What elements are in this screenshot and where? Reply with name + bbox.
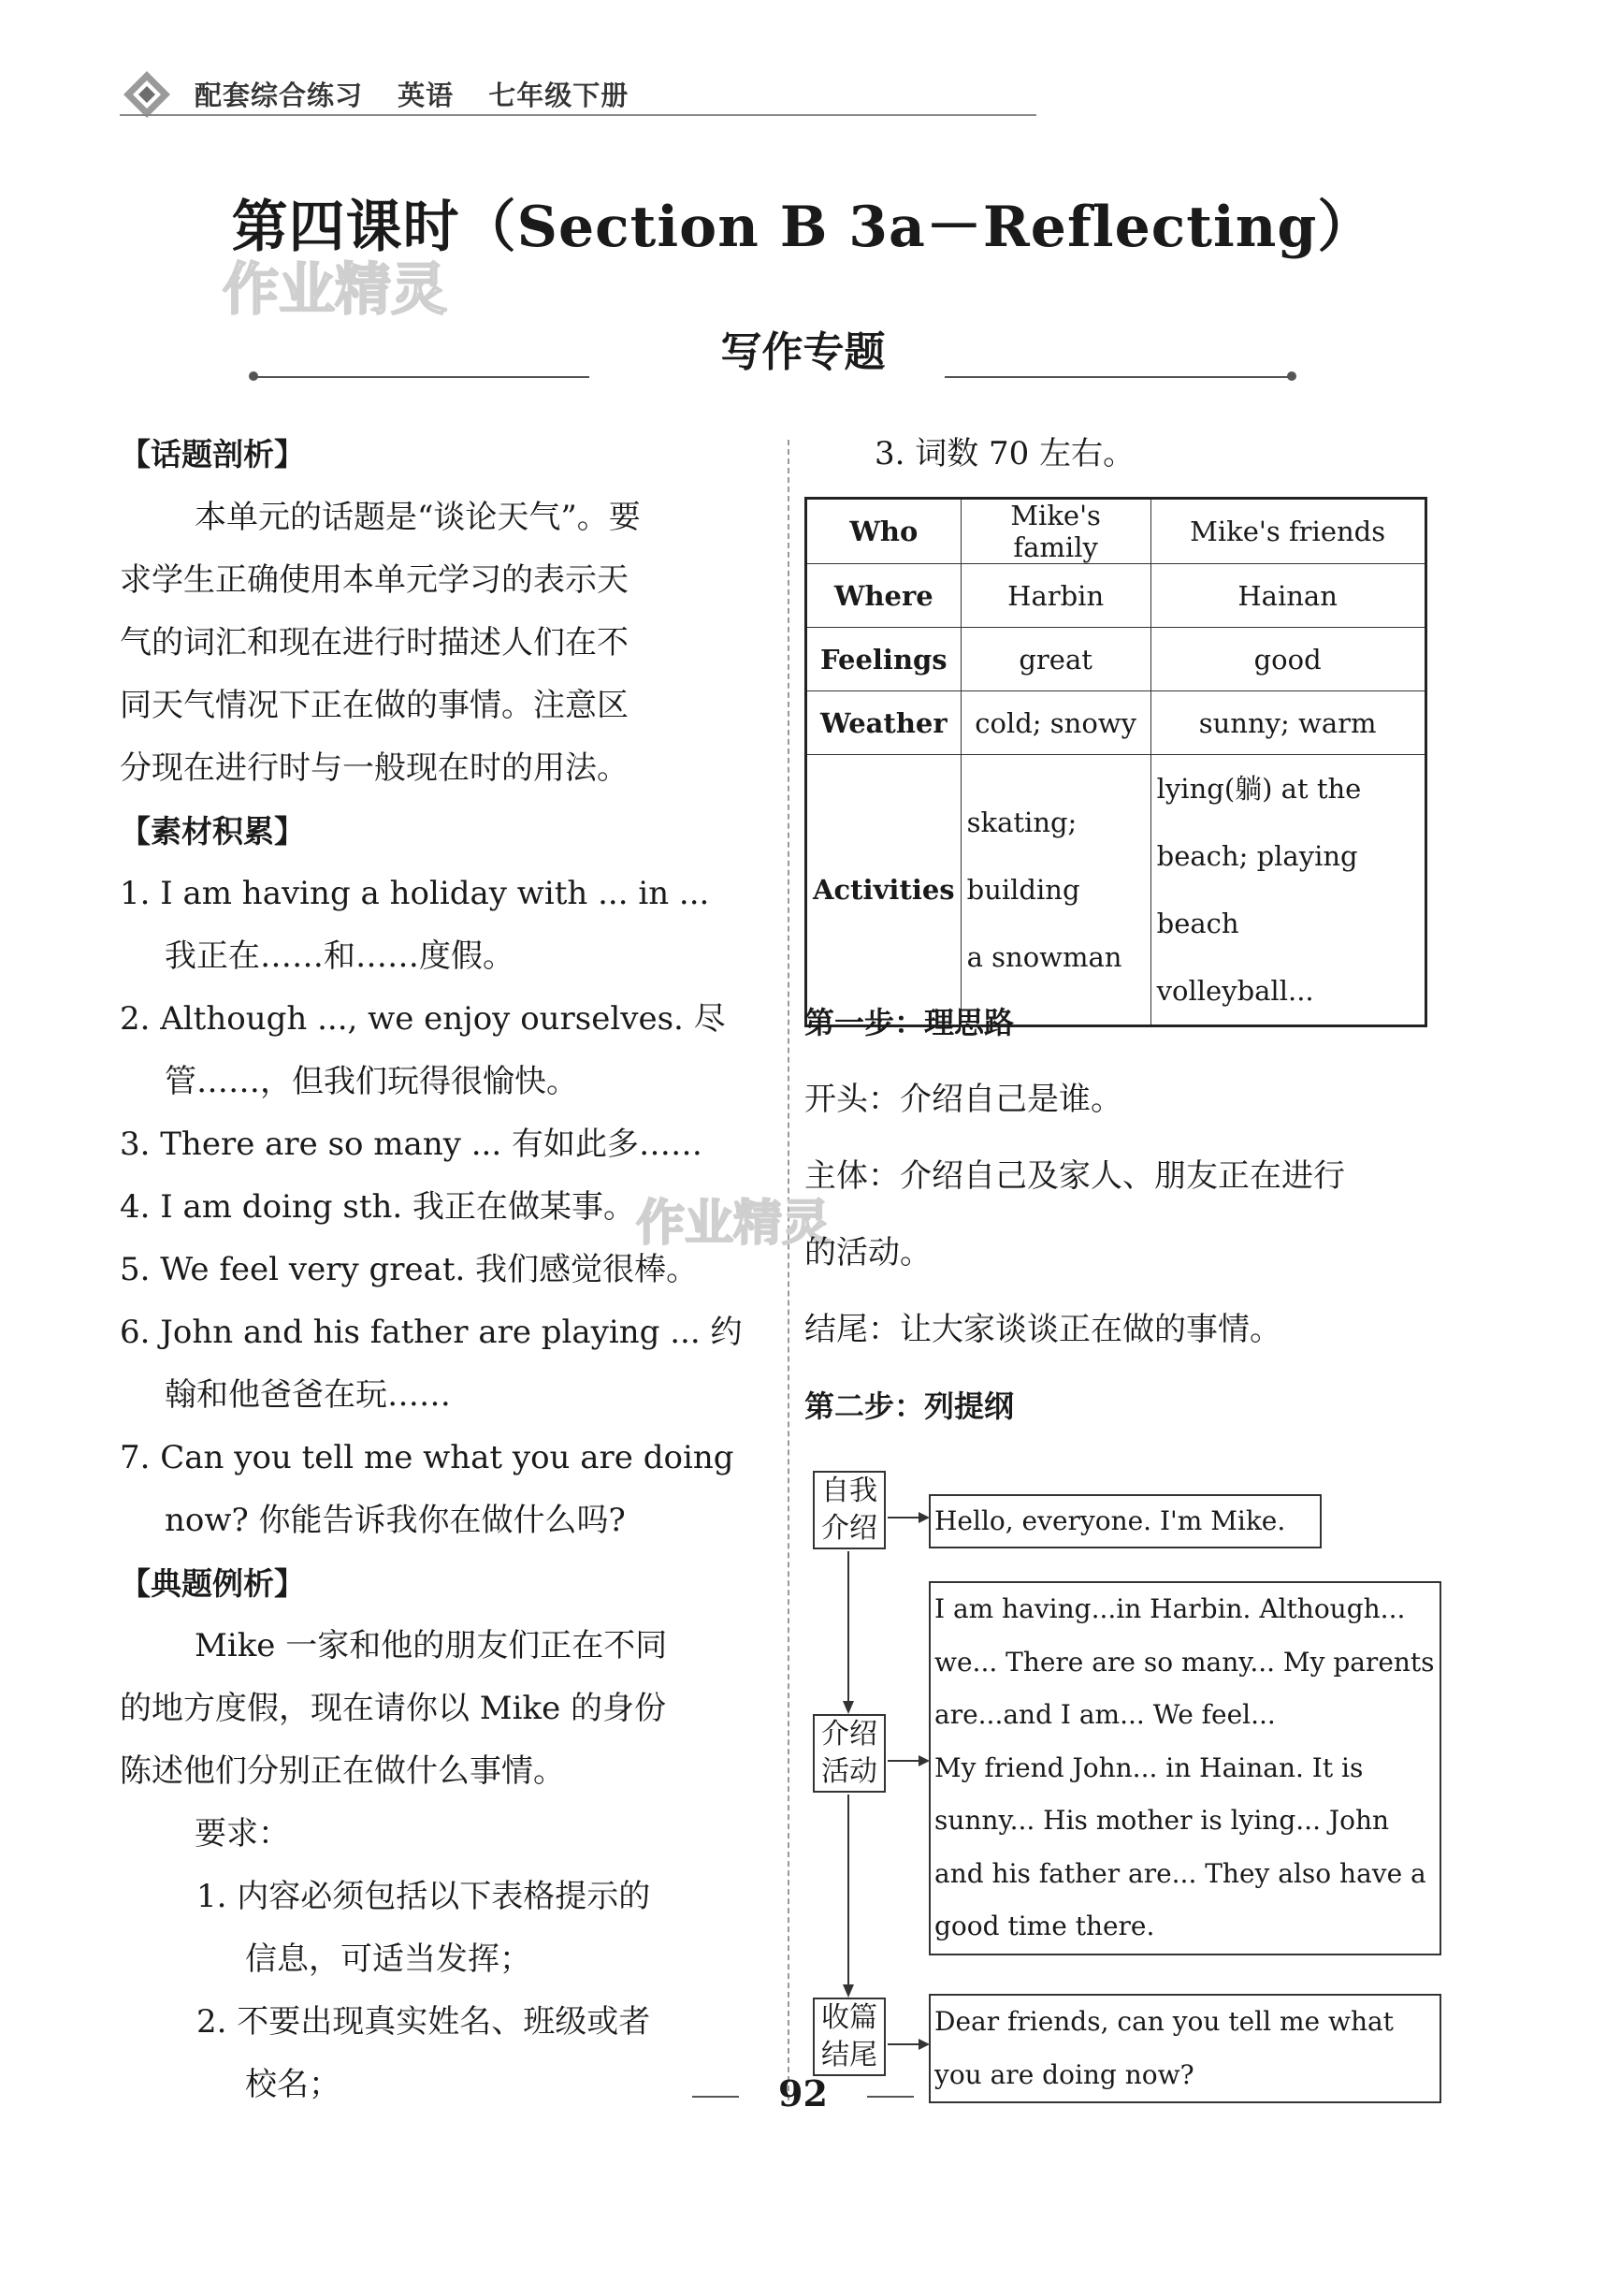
- table-cell: Where: [806, 564, 962, 628]
- requirement-item: 校名；: [245, 2066, 340, 2103]
- example-line: 的地方度假，现在请你以 Mike 的身份: [120, 1690, 667, 1727]
- step2-heading: 第二步：列提纲: [804, 1388, 1015, 1424]
- step1-line: 的活动。: [804, 1234, 932, 1272]
- step1-line: 开头：介绍自己是谁。: [804, 1081, 1122, 1118]
- outline-box-intro: Hello, everyone. I'm Mike.: [929, 1494, 1322, 1548]
- requirements-label: 要求：: [195, 1815, 290, 1853]
- outline-line: My friend John... in Hainan. It is: [934, 1751, 1364, 1783]
- material-item: 4. I am doing sth. 我正在做某事。: [120, 1188, 636, 1226]
- example-line: 陈述他们分别正在做什么事情。: [120, 1752, 565, 1790]
- label-line: 活动: [821, 1755, 877, 1788]
- activity-line: building: [966, 874, 1080, 906]
- example-tag: 【典题例析】: [120, 1565, 305, 1602]
- label-line: 自我: [821, 1475, 877, 1507]
- outline-arrows: [804, 1460, 935, 2096]
- material-item: 6. John and his father are playing ... 约: [120, 1314, 743, 1351]
- topic-line: 求学生正确使用本单元学习的表示天: [120, 561, 629, 599]
- header-grade: 七年级下册: [488, 80, 629, 111]
- page-title: 第四课时（Section B 3a－Reflecting）: [231, 195, 1375, 260]
- table-row: [806, 691, 1426, 755]
- header-subject: 英语: [398, 80, 455, 111]
- activity-line: beach; playing beach: [1156, 840, 1358, 939]
- activity-line: skating;: [966, 807, 1078, 838]
- table-cell: good: [1150, 628, 1425, 691]
- running-header: [195, 75, 653, 113]
- table-cell: Who: [806, 499, 962, 564]
- outline-line: good time there.: [934, 1911, 1155, 1941]
- table-cell: Weather: [806, 691, 962, 755]
- table-row: [806, 628, 1426, 691]
- column-divider: [788, 440, 789, 2100]
- step1-heading: 第一步：理思路: [804, 1005, 1015, 1040]
- materials-tag: 【素材积累】: [120, 813, 305, 850]
- outline-line: are...and I am... We feel...: [934, 1699, 1276, 1730]
- table-row: [806, 499, 1426, 564]
- material-item: 翰和他爸爸在玩……: [165, 1376, 451, 1414]
- watermark: 作业精灵: [223, 257, 447, 323]
- arrow-down-icon: [843, 1984, 854, 1998]
- material-item: 7. Can you tell me what you are doing: [120, 1439, 734, 1476]
- material-item: 1. I am having a holiday with ... in ...: [120, 875, 710, 912]
- section-heading: 写作专题: [720, 328, 886, 376]
- topic-line: 气的词汇和现在进行时描述人们在不: [120, 624, 629, 661]
- label-line: 收篇: [821, 2001, 877, 2034]
- page-number: 92: [778, 2072, 828, 2114]
- outline-line: and his father are... They also have a: [934, 1857, 1426, 1889]
- material-item: 5. We feel very great. 我们感觉很棒。: [120, 1251, 699, 1288]
- requirement-item: 2. 不要出现真实姓名、班级或者: [196, 2003, 651, 2041]
- header-book: 配套综合练习: [195, 80, 364, 111]
- step1-line: 主体：介绍自己及家人、朋友正在进行: [804, 1157, 1345, 1195]
- arrow-down-icon: [843, 1701, 854, 1714]
- table-cell: Feelings: [806, 628, 962, 691]
- requirement-item: 信息，可适当发挥；: [245, 1940, 531, 1978]
- heading-dot-right: [1287, 371, 1296, 381]
- table-row: [806, 564, 1426, 628]
- table-cell: great: [961, 628, 1150, 691]
- watermark-mid: 作业精灵: [636, 1196, 832, 1252]
- topic-line: 同天气情况下正在做的事情。注意区: [120, 687, 629, 724]
- label-line: 介绍: [821, 1718, 877, 1751]
- requirement-item: 1. 内容必须包括以下表格提示的: [196, 1878, 651, 1915]
- material-item: 3. There are so many ... 有如此多……: [120, 1126, 702, 1163]
- example-line: Mike 一家和他的朋友们正在不同: [195, 1627, 668, 1664]
- outline-line: you are doing now?: [934, 2058, 1194, 2090]
- requirement-item: 3. 词数 70 左右。: [875, 435, 1136, 472]
- table-cell: Mike's friends: [1150, 499, 1425, 564]
- activity-line: volleyball...: [1156, 975, 1314, 1007]
- table-cell: Mike's family: [961, 499, 1150, 564]
- material-item: 2. Although ..., we enjoy ourselves. 尽: [120, 1000, 726, 1038]
- material-item: 管……，但我们玩得很愉快。: [165, 1063, 578, 1100]
- page-number-dash: [867, 2096, 914, 2098]
- label-line: 介绍: [821, 1512, 877, 1545]
- table-cell: Hainan: [1150, 564, 1425, 628]
- label-line: 结尾: [821, 2039, 877, 2071]
- step1-line: 结尾：让大家谈谈正在做的事情。: [804, 1311, 1281, 1348]
- outline-box-activities: [929, 1581, 1441, 1955]
- activity-line: lying(躺) at the: [1156, 773, 1362, 805]
- heading-rule-right: [945, 376, 1291, 378]
- activity-line: a snowman: [966, 941, 1122, 973]
- outline-line: I am having...in Harbin. Although...: [934, 1593, 1406, 1624]
- info-table: [804, 497, 1427, 1027]
- table-cell: Harbin: [961, 564, 1150, 628]
- table-cell: cold; snowy: [961, 691, 1150, 755]
- topic-line: 本单元的话题是“谈论天气”。要: [195, 499, 641, 536]
- outline-line: sunny... His mother is lying... John: [934, 1805, 1390, 1836]
- table-cell-activities-friends: [1150, 755, 1425, 1026]
- outline-line: Dear friends, can you tell me what: [934, 2006, 1394, 2037]
- table-cell: sunny; warm: [1150, 691, 1425, 755]
- topic-line: 分现在进行时与一般现在时的用法。: [120, 749, 629, 787]
- outline-line: we... There are so many... My parents: [934, 1646, 1435, 1678]
- material-item: 我正在……和……度假。: [165, 937, 514, 975]
- header-rule: [120, 114, 1036, 116]
- table-cell: Activities: [806, 755, 962, 1026]
- material-item: now? 你能告诉我你在做什么吗?: [165, 1502, 626, 1539]
- topic-tag: 【话题剖析】: [120, 436, 305, 472]
